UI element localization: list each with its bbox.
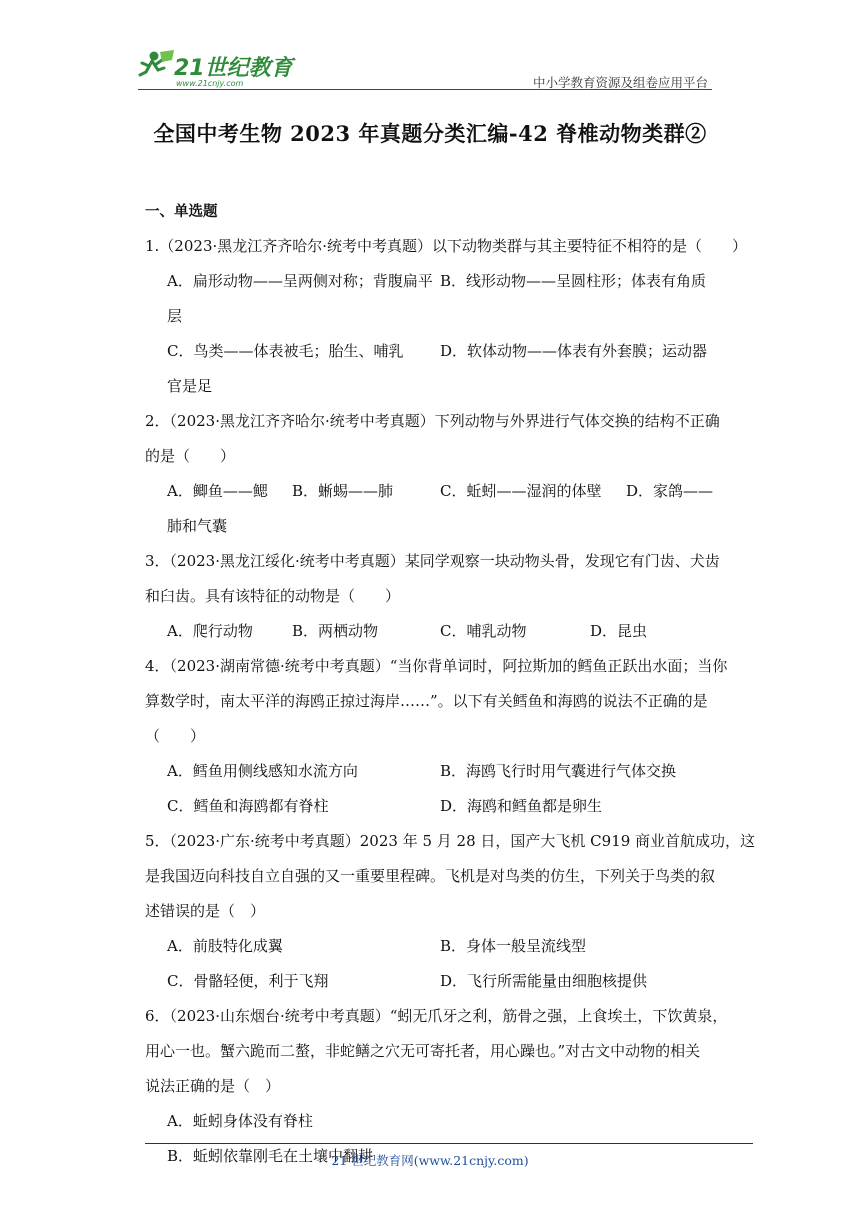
platform-label: 中小学教育资源及组卷应用平台 <box>532 75 708 90</box>
option-d: D．飞行所需能量由细胞核提供 <box>440 972 648 990</box>
option-a: A．蚯蚓身体没有脊柱 <box>167 1112 313 1130</box>
question-stem: 述错误的是（ ） <box>145 902 266 920</box>
option-d: D．昆虫 <box>590 622 648 640</box>
logo-text: 21世纪教育 <box>174 56 293 81</box>
logo-21cnjy <box>138 48 308 88</box>
option-a: A．鲫鱼——鳃 <box>167 482 268 500</box>
option-c: C．鳕鱼和海鸥都有脊柱 <box>167 797 329 815</box>
question-stem: 和臼齿。具有该特征的动物是（ ） <box>145 587 401 605</box>
question-stem: 6．（2023·山东烟台·统考中考真题）“蚓无爪牙之利，筋骨之强，上食埃土，下饮黄泉， <box>145 1007 728 1025</box>
page-header <box>138 44 712 90</box>
question-1 <box>145 229 755 404</box>
option-c: C．骨骼轻便，利于飞翔 <box>167 972 329 990</box>
option-row <box>145 474 755 509</box>
logo-url: www.21cnjy.com <box>176 79 244 88</box>
question-2 <box>145 404 755 544</box>
option-b-continued: 层 <box>167 307 183 325</box>
question-stem: 4．（2023·湖南常德·统考中考真题）“当你背单词时，阿拉斯加的鳕鱼正跃出水面；当你 <box>145 657 728 675</box>
option-d-continued: 官是足 <box>167 377 213 395</box>
question-stem: 是我国迈向科技自立自强的又一重要里程碑。飞机是对鸟类的仿生，下列关于鸟类的叙 <box>145 867 716 885</box>
footer-link[interactable]: 21 世纪教育网(www.21cnjy.com) <box>331 1153 529 1168</box>
option-a: A．爬行动物 <box>167 622 253 640</box>
question-stem: 算数学时，南太平洋的海鸥正掠过海岸……”。以下有关鳕鱼和海鸥的说法不正确的是 <box>145 692 708 710</box>
option-d: D．家鸽—— <box>626 482 714 500</box>
question-stem: 1.（2023·黑龙江齐齐哈尔·统考中考真题）以下动物类群与其主要特征不相符的是（ ） <box>145 237 748 255</box>
option-row <box>145 789 755 824</box>
question-stem: （ ） <box>145 727 206 745</box>
question-stem: 说法正确的是（ ） <box>145 1077 281 1095</box>
question-stem: 2．（2023·黑龙江齐齐哈尔·统考中考真题）下列动物与外界进行气体交换的结构不正确 <box>145 412 720 430</box>
question-stem: 的是（ ） <box>145 447 236 465</box>
document-body <box>145 200 755 1174</box>
option-d: D．海鸥和鳕鱼都是卵生 <box>440 797 603 815</box>
question-4 <box>145 649 755 824</box>
option-row <box>145 754 755 789</box>
option-d: D．软体动物——体表有外套膜；运动器 <box>440 342 708 360</box>
page-title: 全国中考生物 2023 年真题分类汇编-42 脊椎动物类群② <box>153 121 707 146</box>
option-b: B．海鸥飞行时用气囊进行气体交换 <box>440 762 677 780</box>
question-stem: 用心一也。蟹六跪而二螯，非蛇鳝之穴无可寄托者，用心躁也。”对古文中动物的相关 <box>145 1042 701 1060</box>
option-row <box>145 334 755 369</box>
question-stem: 5．（2023·广东·统考中考真题）2023 年 5 月 28 日，国产大飞机 C919 商业首航成功，这 <box>145 832 756 850</box>
option-b: B．线形动物——呈圆柱形；体表有角质 <box>440 272 707 290</box>
question-6 <box>145 999 755 1174</box>
option-b: B．身体一般呈流线型 <box>440 937 587 955</box>
option-b: B．蚯蚓依靠刚毛在土壤中翻耕 <box>167 1147 374 1165</box>
option-a: A．鳕鱼用侧线感知水流方向 <box>167 762 358 780</box>
question-5 <box>145 824 755 999</box>
option-a: A．扁形动物——呈两侧对称；背腹扁平 <box>167 272 433 290</box>
option-c: C．哺乳动物 <box>440 622 527 640</box>
question-stem: 3．（2023·黑龙江绥化·统考中考真题）某同学观察一块动物头骨，发现它有门齿、犬齿 <box>145 552 720 570</box>
option-row <box>145 264 755 299</box>
option-a: A．前肢特化成翼 <box>167 937 283 955</box>
option-row <box>145 614 755 649</box>
option-c: C．蚯蚓——湿润的体壁 <box>440 482 602 500</box>
option-d-continued: 肺和气囊 <box>167 517 228 535</box>
footer-divider <box>145 1143 753 1144</box>
option-c: C．鸟类——体表被毛；胎生、哺乳 <box>167 342 404 360</box>
header-divider <box>138 89 712 90</box>
question-3 <box>145 544 755 649</box>
option-b: B．两栖动物 <box>292 622 379 640</box>
option-row <box>145 964 755 999</box>
section-heading: 一、单选题 <box>145 203 218 220</box>
option-b: B．蜥蜴——肺 <box>292 482 394 500</box>
option-row <box>145 929 755 964</box>
